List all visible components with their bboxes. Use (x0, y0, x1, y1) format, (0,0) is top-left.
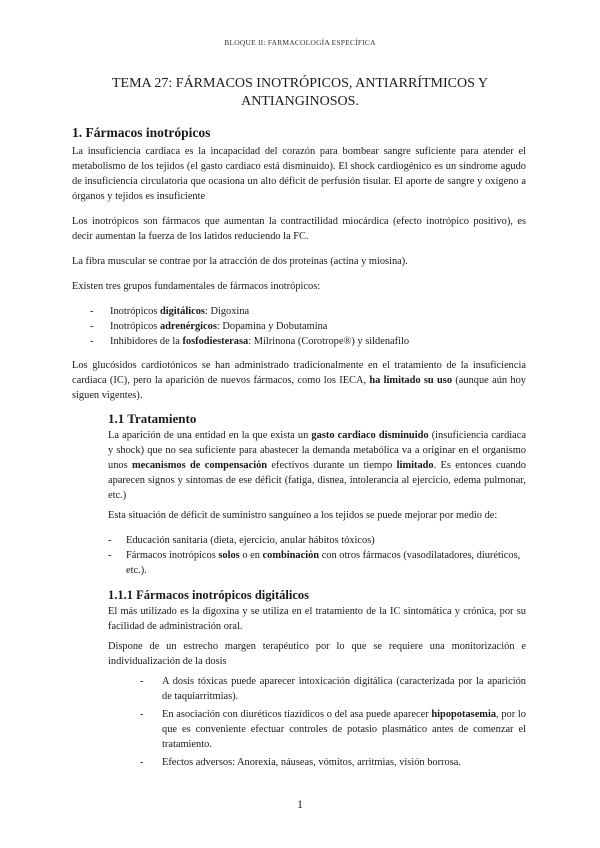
list-item: - Fármacos inotrópicos solos o en combinación con otros fármacos (vasodilatadores, diuréticos, etc.). (108, 550, 521, 576)
dash-bullet: - (90, 321, 94, 332)
list-item: - Efectos adversos: Anorexia, náuseas, vómitos, arritmias, visión borrosa. (140, 757, 461, 768)
section-1-1-1 (108, 587, 526, 770)
section-1-1 (108, 411, 526, 578)
dash-bullet: - (90, 306, 94, 317)
dash-bullet: - (108, 535, 112, 546)
digoxin-notes-list (108, 674, 526, 770)
list-item: - Inhibidores de la fosfodiesterasa: Milrinona (Corotrope®) y sildenafilo (90, 336, 410, 347)
paragraph-grupos-intro: Existen tres grupos fundamentales de fármacos inotrópicos: (72, 281, 321, 292)
running-header: BLOQUE II: FARMACOLOGÍA ESPECÍFICA (224, 38, 376, 47)
dash-bullet: - (140, 676, 144, 687)
section-1-heading: 1. Fármacos inotrópicos (72, 125, 211, 140)
section-1-1-1-heading: 1.1.1 Fármacos inotrópicos digitálicos (108, 588, 310, 602)
list-item: - Inotrópicos adrenérgicos: Dopamina y Dobutamina (90, 321, 328, 332)
list-item: - Educación sanitaria (dieta, ejercicio, anular hábitos tóxicos) (108, 535, 375, 546)
page-title: TEMA 27: FÁRMACOS INOTRÓPICOS, ANTIARRÍTMICOS Y ANTIANGINOSOS. (112, 76, 488, 109)
section-1-1-heading: 1.1 Tratamiento (108, 411, 197, 426)
paragraph-deficit: Esta situación de déficit de suministro sanguíneo a los tejidos se puede mejorar por medio de: (108, 510, 498, 521)
paragraph-margen-terapeutico: Dispone de un estrecho margen terapéutico por lo que se requiere una monitorización e individualización de la dosis (108, 641, 526, 667)
paragraph-fibra-muscular: La fibra muscular se contrae por la atracción de dos proteínas (actina y miosina). (72, 256, 408, 267)
list-item: - A dosis tóxicas puede aparecer intoxicación digitálica (caracterizada por la aparición de taquiarritmias). (140, 676, 526, 702)
dash-bullet: - (90, 336, 94, 347)
treatment-list (108, 533, 526, 578)
paragraph-tratamiento: La aparición de una entidad en la que exista un gasto cardiaco disminuido (insuficiencia cardiaca y shock) que no sea suficiente para abastecer la demanda metabólica va a originar en el organismo unos mecanismos de compensación efectivos durante un tiempo limitado. Es entonces cuando aparecen signos y síntomas de ese déficit (fatiga, disnea, intolerancia al ejercicio, edema pulmonar, etc.) (108, 430, 527, 501)
inotropic-groups-list (72, 304, 526, 349)
dash-bullet: - (108, 550, 112, 561)
list-item: - En asociación con diuréticos tiazídicos o del asa puede aparecer hipopotasemia, por lo que es conveniente efectuar controles de potasio plasmático antes de comenzar el tratamiento. (140, 709, 526, 750)
document-body (72, 124, 526, 779)
dash-bullet: - (140, 709, 144, 720)
paragraph-glucosidos: Los glucósidos cardiotónicos se han administrado tradicionalmente en el tratamiento de la insuficiencia cardiaca (IC), pero la aparición de nuevos fármacos, como los IECA, ha limitado su uso (aunque aún hoy siguen vigentes). (72, 360, 526, 401)
list-item: - Inotrópicos digitálicos: Digoxina (90, 306, 250, 317)
paragraph-digoxina: El más utilizado es la digoxina y se utiliza en el tratamiento de la IC sintomática y crónica, por su facilidad de administración oral. (108, 606, 526, 632)
dash-bullet: - (140, 757, 144, 768)
page-number: 1 (297, 797, 303, 811)
paragraph-inotropicos-definicion: Los inotrópicos son fármacos que aumentan la contractilidad miocárdica (efecto inotrópico positivo), es decir aumentan la fuerza de los latidos reduciendo la FC. (72, 216, 526, 242)
paragraph-insuficiencia: La insuficiencia cardiaca es la incapacidad del corazón para bombear sangre suficiente para atender el metabolismo de los tejidos (el gasto cardiaco está disminuido). El shock cardiogénico es un síndrome agudo de insuficiencia circulatoria que ocasiona un alto déficit de perfusión tisular. El aporte de sangre y oxígeno a órganos y tejidos es insuficiente (72, 146, 526, 202)
